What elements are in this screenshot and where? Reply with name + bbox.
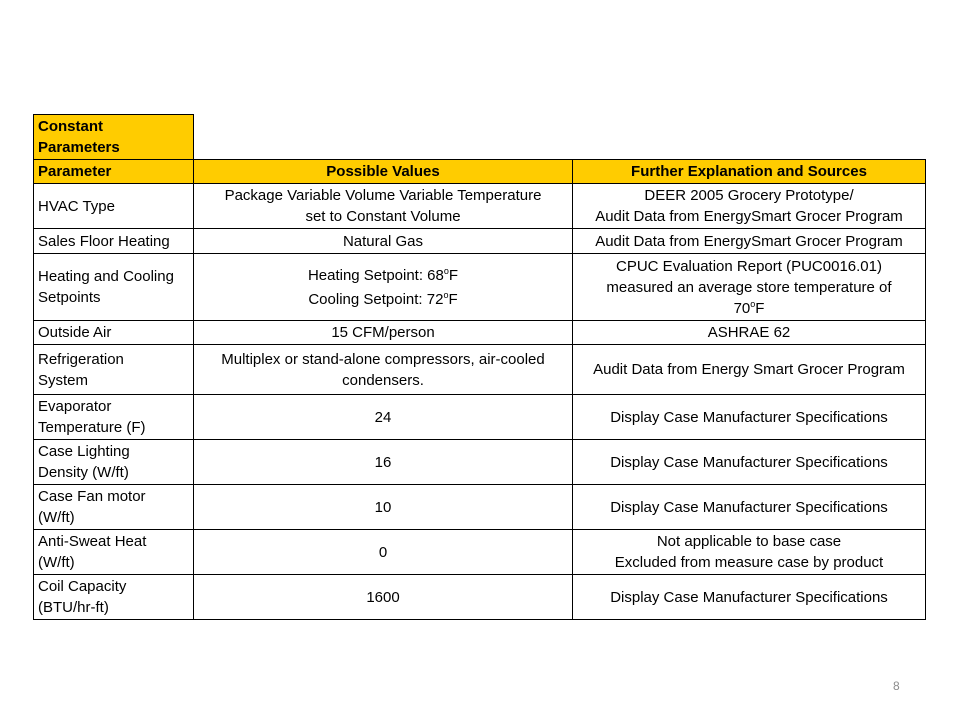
table-row — [34, 321, 926, 345]
source-text: Display Case Manufacturer Specifications — [610, 588, 888, 606]
table-row — [34, 229, 926, 254]
values-cell — [194, 395, 573, 440]
table-title-line: Constant — [38, 118, 103, 135]
degree-symbol: o — [750, 298, 756, 309]
column-header-parameter: Parameter — [34, 160, 194, 184]
parameter-cell — [34, 321, 194, 345]
unit-text: F — [448, 266, 459, 284]
source-text: Audit Data from EnergySmart Grocer Program — [595, 232, 903, 250]
values-cell — [194, 229, 573, 254]
values-cell — [194, 321, 573, 345]
value-text — [198, 265, 568, 286]
temperature-text: 70 — [733, 299, 751, 317]
value-text: 15 CFM/person — [331, 324, 435, 341]
column-header-explanation-sources: Further Explanation and Sources — [573, 160, 926, 184]
sources-cell — [573, 575, 926, 620]
parameter-text: Refrigeration — [38, 350, 124, 368]
table-row — [34, 440, 926, 485]
parameter-text: Temperature (F) — [38, 419, 146, 436]
heating-setpoint-text: Heating Setpoint: 68 — [307, 266, 444, 284]
values-cell — [194, 530, 573, 575]
empty-cell — [573, 115, 926, 160]
parameter-text: Setpoints — [38, 289, 101, 306]
value-text: condensers. — [342, 371, 424, 389]
parameter-text: (BTU/hr-ft) — [38, 599, 109, 616]
value-text: Package Variable Volume Variable Temperature — [224, 187, 542, 204]
source-text: Audit Data from EnergySmart Grocer Program — [595, 208, 903, 225]
parameter-cell — [34, 530, 194, 575]
source-text: ASHRAE 62 — [707, 324, 791, 341]
sources-cell — [573, 229, 926, 254]
value-text: 0 — [378, 543, 388, 561]
degree-symbol: o — [443, 265, 449, 276]
parameter-text: Anti-Sweat Heat — [38, 533, 147, 550]
parameter-cell — [34, 254, 194, 321]
values-cell — [194, 440, 573, 485]
parameter-cell — [34, 440, 194, 485]
constant-parameters-table — [33, 114, 926, 620]
sources-cell — [573, 254, 926, 321]
unit-text: F — [448, 290, 458, 308]
parameter-text: Density (W/ft) — [38, 464, 129, 481]
empty-cell — [194, 115, 573, 160]
source-text: Audit Data from Energy Smart Grocer Program — [593, 361, 905, 378]
source-text — [577, 298, 921, 319]
table-title-cell — [34, 115, 194, 160]
table-row — [34, 254, 926, 321]
value-text: Natural Gas — [342, 232, 424, 250]
source-text: CPUC Evaluation Report (PUC0016.01) — [616, 257, 882, 275]
parameter-text: HVAC Type — [38, 197, 115, 215]
table-row — [34, 184, 926, 229]
table-row — [34, 530, 926, 575]
parameter-cell — [34, 229, 194, 254]
values-cell — [194, 485, 573, 530]
column-header-possible-values: Possible Values — [194, 160, 573, 184]
source-text: DEER 2005 Grocery Prototype/ — [644, 187, 854, 204]
parameter-text: (W/ft) — [38, 509, 75, 526]
table-row — [34, 345, 926, 395]
unit-text: F — [755, 299, 765, 317]
parameter-cell — [34, 575, 194, 620]
sources-cell — [573, 440, 926, 485]
table-row — [34, 575, 926, 620]
parameter-text: Case Fan motor — [38, 488, 146, 505]
degree-symbol: o — [443, 289, 449, 300]
sources-cell — [573, 395, 926, 440]
value-text: 16 — [374, 453, 392, 471]
parameter-text: Heating and Cooling — [38, 268, 174, 285]
parameter-cell — [34, 485, 194, 530]
source-text: measured an average store temperature of — [606, 278, 892, 296]
value-text: Multiplex or stand-alone compressors, air-cooled — [221, 350, 545, 368]
table-row — [34, 485, 926, 530]
value-text: set to Constant Volume — [305, 208, 461, 225]
source-text: Display Case Manufacturer Specifications — [610, 453, 888, 471]
source-text: Excluded from measure case by product — [614, 554, 884, 571]
source-text: Display Case Manufacturer Specifications — [610, 408, 888, 426]
parameter-text: Case Lighting — [38, 443, 130, 460]
sources-cell — [573, 530, 926, 575]
sources-cell — [573, 485, 926, 530]
sources-cell — [573, 321, 926, 345]
values-cell — [194, 345, 573, 395]
page-number: 8 — [893, 679, 900, 693]
source-text: Display Case Manufacturer Specifications — [610, 498, 888, 516]
parameter-cell — [34, 184, 194, 229]
value-text: 10 — [374, 498, 392, 516]
table-title-line: Parameters — [38, 139, 120, 156]
value-text — [198, 289, 568, 310]
parameter-cell — [34, 345, 194, 395]
parameter-text: (W/ft) — [38, 554, 75, 571]
sources-cell — [573, 345, 926, 395]
parameter-text: System — [38, 371, 89, 389]
values-cell — [194, 254, 573, 321]
parameter-cell — [34, 395, 194, 440]
sources-cell — [573, 184, 926, 229]
table-row — [34, 395, 926, 440]
value-text: 24 — [374, 408, 392, 426]
cooling-setpoint-text: Cooling Setpoint: 72 — [308, 290, 444, 308]
parameter-text: Evaporator — [38, 398, 112, 415]
values-cell — [194, 184, 573, 229]
source-text: Not applicable to base case — [656, 533, 842, 550]
value-text: 1600 — [366, 588, 400, 606]
parameter-text: Outside Air — [38, 324, 112, 341]
parameter-text: Sales Floor Heating — [38, 232, 170, 250]
values-cell — [194, 575, 573, 620]
parameter-text: Coil Capacity — [38, 578, 127, 595]
